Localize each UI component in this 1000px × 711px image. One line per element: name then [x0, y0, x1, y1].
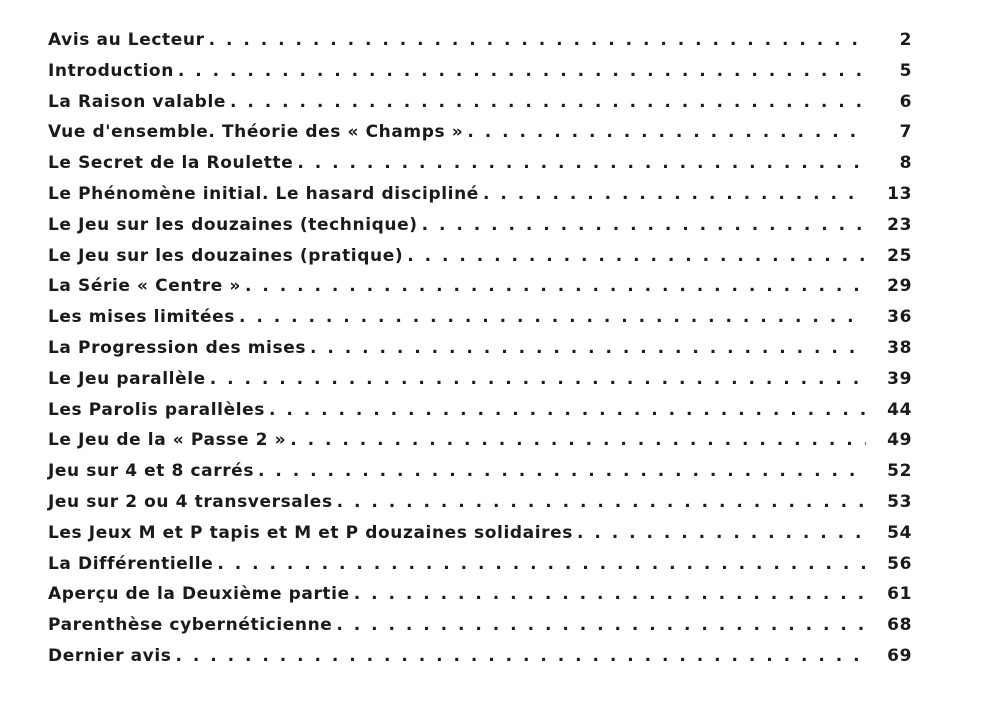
dot-leader	[407, 246, 866, 266]
toc-entry-page: 44	[887, 399, 912, 420]
dot-leader	[297, 153, 866, 173]
toc-entry-title: Dernier avis	[48, 645, 172, 666]
toc-entry-page: 23	[887, 214, 912, 235]
toc-entry-page: 13	[887, 183, 912, 204]
toc-entry-title: Jeu sur 2 ou 4 transversales	[48, 491, 333, 512]
toc-entry	[48, 584, 912, 615]
toc-entry	[48, 153, 912, 184]
dot-leader	[209, 30, 866, 50]
table-of-contents	[48, 30, 912, 677]
toc-entry-page: 6	[899, 91, 912, 112]
dot-leader	[230, 92, 866, 112]
toc-entry-title: Jeu sur 4 et 8 carrés	[48, 461, 255, 482]
toc-entry-page: 68	[887, 615, 912, 636]
dot-leader	[354, 584, 866, 604]
toc-entry	[48, 430, 912, 461]
toc-entry	[48, 246, 912, 277]
dot-leader	[245, 276, 866, 296]
toc-entry-page: 2	[899, 30, 912, 50]
toc-entry-page: 8	[899, 153, 912, 174]
toc-entry-title: Introduction	[48, 60, 174, 81]
dot-leader	[336, 615, 866, 635]
toc-entry-title: La Série « Centre »	[48, 276, 242, 297]
toc-entry	[48, 184, 912, 215]
toc-entry	[48, 338, 912, 369]
toc-entry-page: 36	[887, 307, 912, 328]
toc-entry-page: 7	[899, 122, 912, 143]
toc-entry-title: Parenthèse cybernéticienne	[48, 615, 333, 636]
toc-entry-title: La Progression des mises	[48, 337, 307, 358]
dot-leader	[467, 122, 866, 142]
dot-leader	[239, 307, 866, 327]
toc-entry-page: 39	[887, 368, 912, 389]
toc-entry-page: 52	[887, 461, 912, 482]
dot-leader	[176, 646, 867, 666]
toc-entry-title: Le Jeu parallèle	[48, 368, 206, 389]
dot-leader	[178, 61, 866, 81]
toc-entry-title: Le Secret de la Roulette	[48, 153, 294, 174]
toc-entry-title: Les mises limitées	[48, 307, 235, 328]
toc-entry-title: Le Jeu sur les douzaines (technique)	[48, 214, 418, 235]
toc-entry-title: La Raison valable	[48, 91, 227, 112]
toc-entry	[48, 492, 912, 523]
toc-entry-title: Aperçu de la Deuxième partie	[48, 584, 350, 605]
toc-entry	[48, 554, 912, 585]
toc-entry-page: 53	[887, 491, 912, 512]
toc-entry-page: 61	[887, 584, 912, 605]
toc-entry	[48, 122, 912, 153]
toc-entry	[48, 61, 912, 92]
dot-leader	[337, 492, 866, 512]
toc-entry-title: La Différentielle	[48, 553, 214, 574]
toc-entry-page: 54	[887, 522, 912, 543]
toc-entry	[48, 215, 912, 246]
dot-leader	[290, 430, 866, 450]
toc-entry-title: Avis au Lecteur	[48, 30, 205, 50]
dot-leader	[483, 184, 866, 204]
toc-entry	[48, 30, 912, 61]
toc-entry-page: 29	[887, 276, 912, 297]
toc-entry	[48, 646, 912, 677]
toc-entry-title: Le Phénomène initial. Le hasard discipliné	[48, 183, 479, 204]
dot-leader	[310, 338, 866, 358]
toc-entry	[48, 615, 912, 646]
toc-entry-page: 5	[899, 60, 912, 81]
dot-leader	[210, 369, 866, 389]
toc-entry	[48, 523, 912, 554]
toc-entry	[48, 400, 912, 431]
dot-leader	[422, 215, 866, 235]
toc-entry	[48, 369, 912, 400]
toc-entry-page: 25	[887, 245, 912, 266]
toc-entry	[48, 461, 912, 492]
toc-entry-page: 69	[887, 645, 912, 666]
dot-leader	[577, 523, 866, 543]
toc-entry-page: 38	[887, 337, 912, 358]
toc-entry-title: Le Jeu de la « Passe 2 »	[48, 430, 287, 451]
dot-leader	[258, 461, 866, 481]
dot-leader	[217, 554, 866, 574]
toc-entry-title: Les Jeux M et P tapis et M et P douzaines solidaires	[48, 522, 573, 543]
toc-entry-title: Le Jeu sur les douzaines (pratique)	[48, 245, 404, 266]
toc-entry-page: 49	[887, 430, 912, 451]
toc-entry	[48, 307, 912, 338]
toc-entry-page: 56	[887, 553, 912, 574]
toc-entry	[48, 92, 912, 123]
toc-entry-title: Vue d'ensemble. Théorie des « Champs »	[48, 122, 464, 143]
dot-leader	[269, 400, 866, 420]
toc-entry	[48, 276, 912, 307]
toc-entry-title: Les Parolis parallèles	[48, 399, 265, 420]
